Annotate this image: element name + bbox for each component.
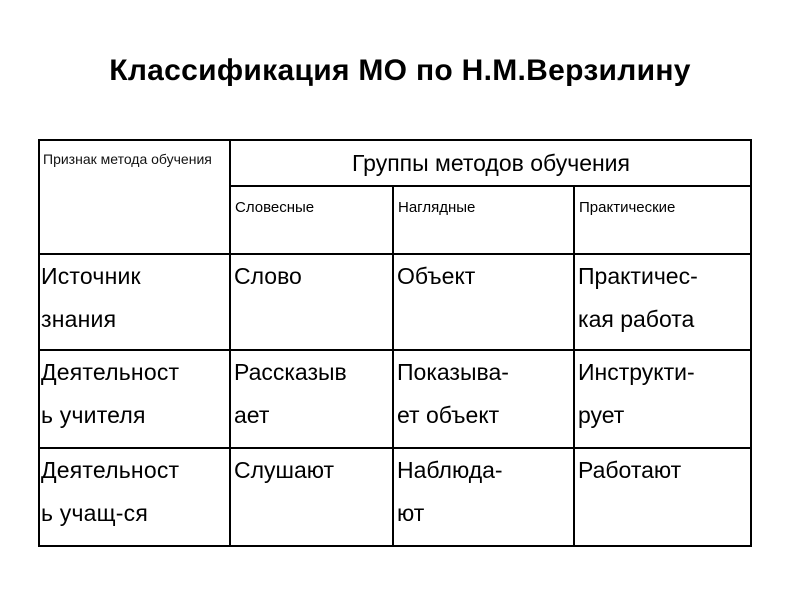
row-label: Деятельност ь учителя: [39, 350, 230, 448]
table-header-row: [39, 140, 751, 186]
slide-title: Классификация МО по Н.М.Верзилину: [109, 54, 691, 87]
table-cell: Рассказыв ает: [230, 350, 393, 448]
table-cell: Работают: [574, 448, 751, 546]
group-header-cell: Группы методов обучения: [230, 140, 751, 186]
row-label: Деятельност ь учащ-ся: [39, 448, 230, 546]
column-header-practical: Практические: [574, 186, 751, 254]
column-header-verbal: Словесные: [230, 186, 393, 254]
table-cell: Наблюда- ют: [393, 448, 574, 546]
corner-label-cell: Признак метода обучения: [39, 140, 230, 254]
row-label: Источник знания: [39, 254, 230, 350]
column-header-visual: Наглядные: [393, 186, 574, 254]
table-row-teacher-activity: [39, 350, 751, 448]
table-cell: Показыва- ет объект: [393, 350, 574, 448]
table-cell: Объект: [393, 254, 574, 350]
table-cell: Слово: [230, 254, 393, 350]
table-cell: Практичес- кая работа: [574, 254, 751, 350]
table-cell: Слушают: [230, 448, 393, 546]
table-row-knowledge-source: [39, 254, 751, 350]
methods-classification-table: [38, 139, 752, 547]
table-row-student-activity: [39, 448, 751, 546]
table-cell: Инструкти- рует: [574, 350, 751, 448]
